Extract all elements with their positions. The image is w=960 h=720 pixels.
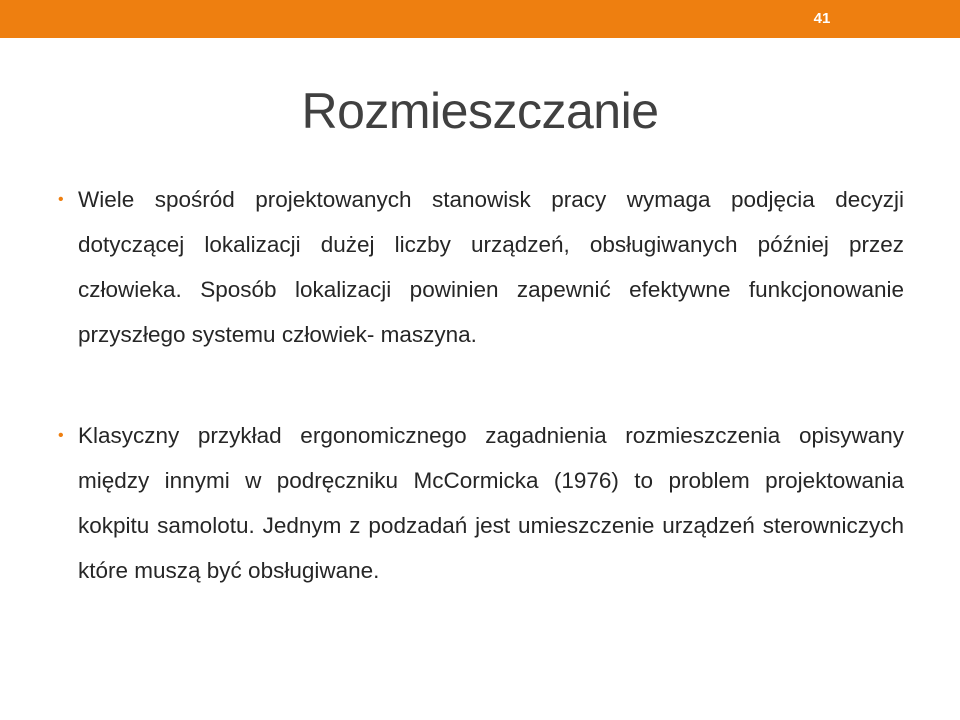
bullet-dot-icon: •: [58, 427, 64, 444]
bullet-dot-icon: •: [58, 191, 64, 208]
bullet-item: [58, 177, 904, 357]
bullet-item: [58, 413, 904, 593]
slide-title: Rozmieszczanie: [301, 83, 659, 139]
bullet-text: Klasyczny przykład ergonomicznego zagadnienia rozmieszczenia opisywany między innymi w podręczniku McCormicka (1976) to problem projektowania kokpitu samolotu. Jednym z podzadań jest umieszczenie urządzeń sterowniczych które muszą być obsługiwane.: [78, 423, 904, 583]
bullet-text: Wiele spośród projektowanych stanowisk pracy wymaga podjęcia decyzji dotyczącej lokalizacji dużej liczby urządzeń, obsługiwanych później przez człowieka. Sposób lokalizacji powinien zapewnić efektywne funkcjonowanie przyszłego systemu człowiek- maszyna.: [78, 187, 904, 347]
page-number: 41: [813, 10, 831, 27]
header-bar: [0, 0, 960, 38]
bullet-list: [58, 177, 904, 649]
